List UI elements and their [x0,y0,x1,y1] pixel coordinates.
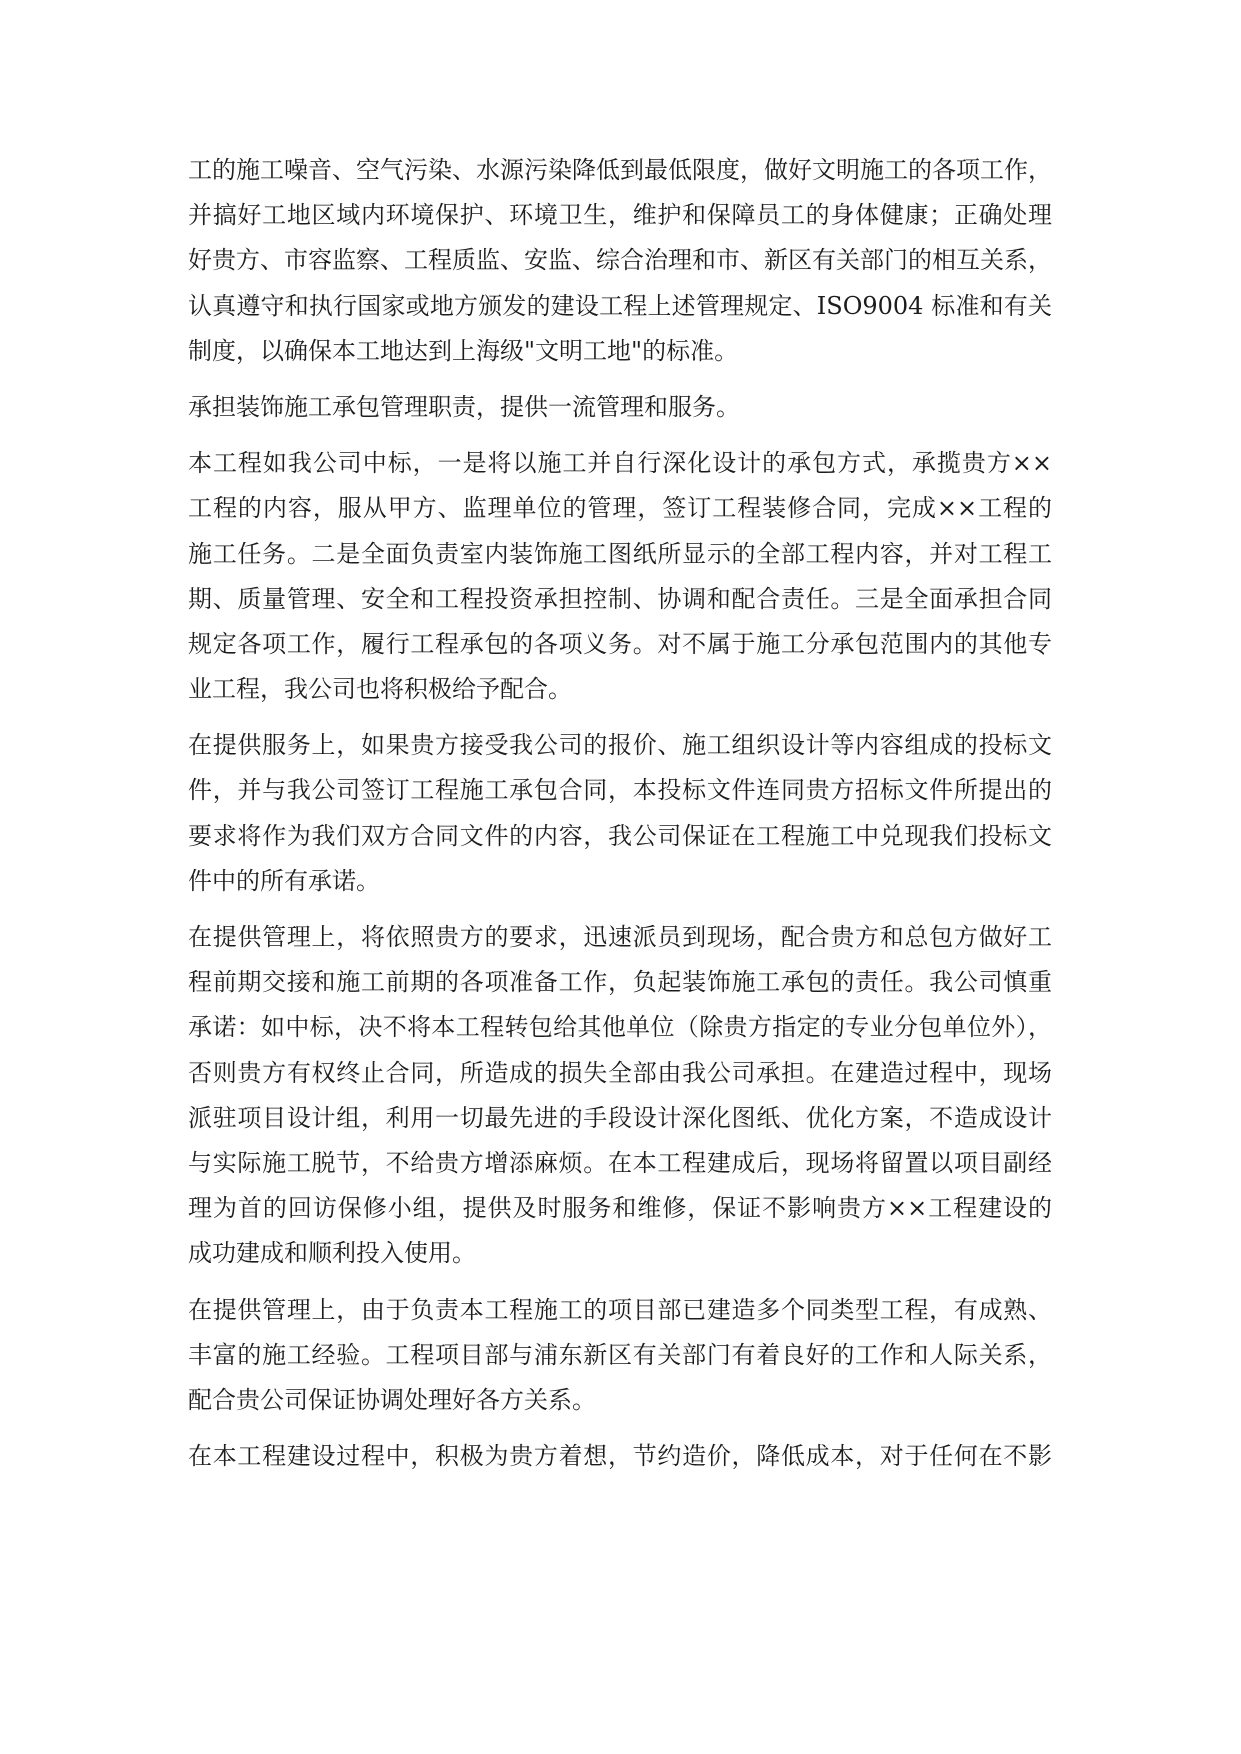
text-line: 工的施工噪音、空气污染、水源污染降低到最低限度，做好文明施工的各项工作， [188,156,1052,184]
text-line: 程前期交接和施工前期的各项准备工作，负起装饰施工承包的责任。我公司慎重 [188,968,1052,997]
text-line: 件中的所有承诺。 [188,866,380,895]
text-line: 承担装饰施工承包管理职责，提供一流管理和服务。 [188,392,740,421]
text-line: 配合贵公司保证协调处理好各方关系。 [188,1385,596,1414]
text-line: 施工任务。二是全面负责室内装饰施工图纸所显示的全部工程内容，并对工程工 [188,539,1052,568]
paragraph-experience [188,1288,1052,1424]
paragraph-cost-saving [188,1434,1052,1479]
paragraph-management-duty [188,385,1052,430]
paragraph-management-provision [188,915,1052,1277]
text-line: 业工程，我公司也将积极给予配合。 [188,675,572,704]
paragraph-civilized-construction [188,148,1052,374]
text-line: 派驻项目设计组，利用一切最先进的手段设计深化图纸、优化方案，不造成设计 [188,1103,1052,1132]
document-body [188,148,1052,1490]
paragraph-service-provision [188,723,1052,904]
text-line: 规定各项工作，履行工程承包的各项义务。对不属于施工分承包范围内的其他专 [188,629,1052,658]
paragraph-contract-scope [188,441,1052,712]
text-line: 期、质量管理、安全和工程投资承担控制、协调和配合责任。三是全面承担合同 [188,584,1052,613]
text-line: 在提供管理上，将依照贵方的要求，迅速派员到现场，配合贵方和总包方做好工 [188,923,1052,951]
text-line: 丰富的施工经验。工程项目部与浦东新区有关部门有着良好的工作和人际关系， [188,1340,1052,1369]
text-line: 本工程如我公司中标，一是将以施工并自行深化设计的承包方式，承揽贵方×× [188,449,1052,478]
text-line: 与实际施工脱节，不给贵方增添麻烦。在本工程建成后，现场将留置以项目副经 [188,1148,1052,1177]
text-line: 并搞好工地区域内环境保护、环境卫生，维护和保障员工的身体健康；正确处理 [188,201,1052,230]
text-line: 制度，以确保本工地达到上海级"文明工地"的标准。 [188,336,739,365]
text-line: 件，并与我公司签订工程施工承包合同，本投标文件连同贵方招标文件所提出的 [188,776,1052,805]
text-line: 工程的内容，服从甲方、监理单位的管理，签订工程装修合同，完成××工程的 [188,494,1052,523]
text-line: 理为首的回访保修小组，提供及时服务和维修，保证不影响贵方××工程建设的 [188,1194,1052,1223]
text-line: 好贵方、市容监察、工程质监、安监、综合治理和市、新区有关部门的相互关系， [188,246,1052,275]
text-line: 承诺：如中标，决不将本工程转包给其他单位（除贵方指定的专业分包单位外）， [188,1013,1052,1042]
text-line: 成功建成和顺利投入使用。 [188,1239,476,1268]
text-line: 在提供服务上，如果贵方接受我公司的报价、施工组织设计等内容组成的投标文 [188,731,1052,760]
text-line: 在本工程建设过程中，积极为贵方着想，节约造价，降低成本，对于任何在不影 [188,1442,1052,1471]
text-line: 否则贵方有权终止合同，所造成的损失全部由我公司承担。在建造过程中，现场 [188,1058,1052,1087]
text-line: 在提供管理上，由于负责本工程施工的项目部已建造多个同类型工程，有成熟、 [188,1295,1052,1324]
text-line: 要求将作为我们双方合同文件的内容，我公司保证在工程施工中兑现我们投标文 [188,821,1052,850]
text-line: 认真遵守和执行国家或地方颁发的建设工程上述管理规定、ISO9004 标准和有关 [188,291,1052,320]
